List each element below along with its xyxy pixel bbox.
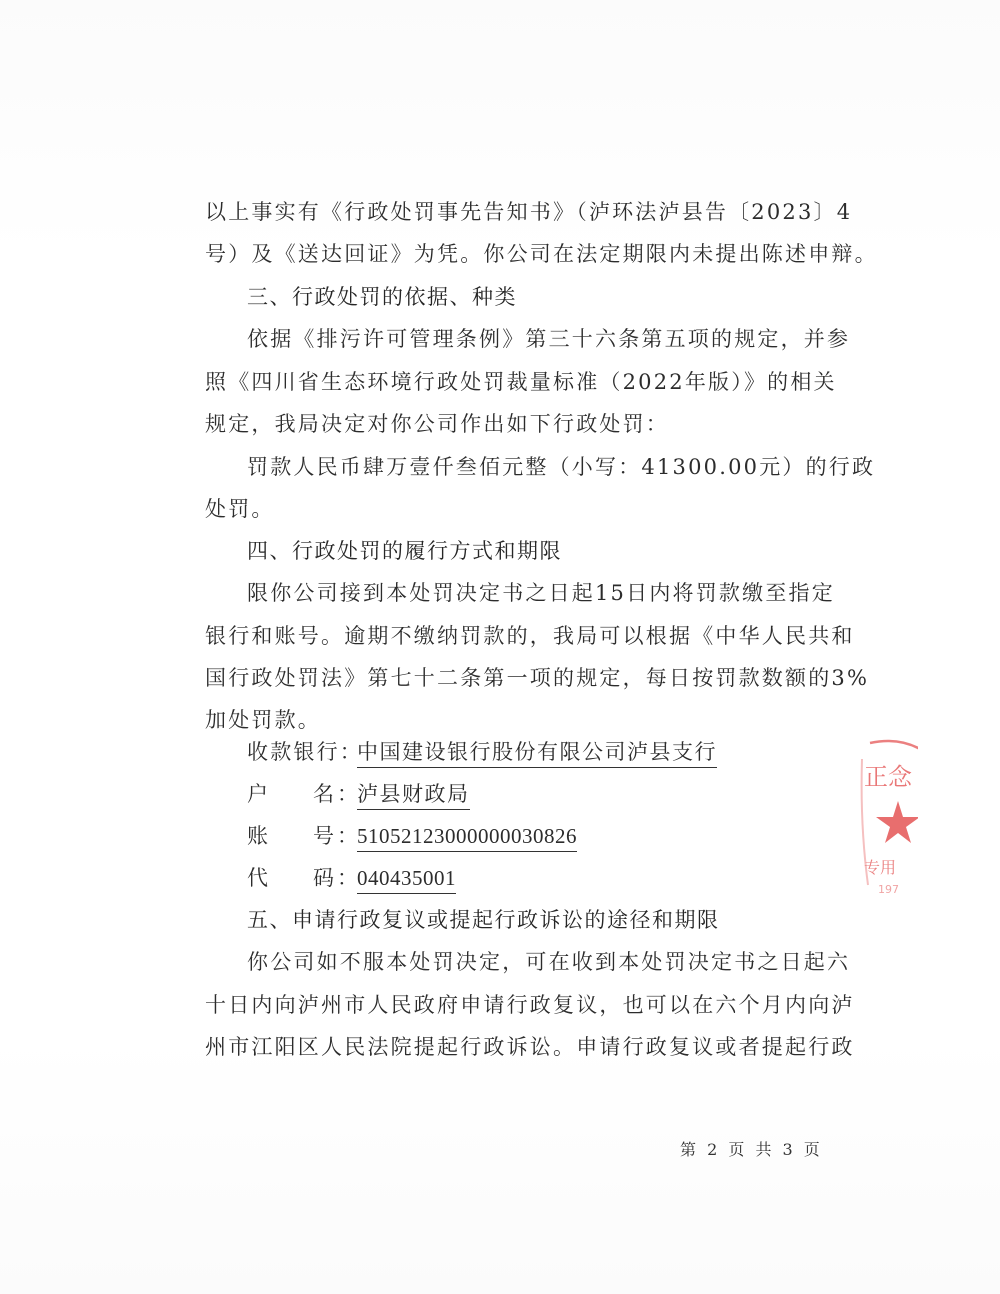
fact-paragraph-line-2: 号）及《送达回证》为凭。你公司在法定期限内未提出陈述申辩。: [205, 242, 878, 266]
payment-line-1: 限你公司接到本处罚决定书之日起15日内将罚款缴至指定: [247, 581, 835, 605]
bank-value: 中国建设银行股份有限公司泸县支行: [357, 737, 717, 768]
account-number-label-colon: ：: [337, 824, 358, 848]
official-seal-stamp: [858, 735, 918, 905]
account-name-value: 泸县财政局: [357, 779, 470, 810]
basis-line-3: 规定，我局决定对你公司作出如下行政处罚：: [205, 412, 669, 436]
account-name-label-char-2: 名: [313, 782, 334, 806]
seal-fragment-graphic: [858, 735, 918, 905]
account-number-value: 51052123000000030826: [357, 821, 577, 852]
payment-line-4: 加处罚款。: [205, 708, 321, 732]
account-number-label-char-1: 账: [247, 824, 268, 848]
bank-code-label-colon: ：: [337, 866, 358, 890]
payment-line-2: 银行和账号。逾期不缴纳罚款的，我局可以根据《中华人民共和: [205, 624, 855, 648]
section-3-heading: 三、行政处罚的依据、种类: [247, 285, 517, 309]
account-name-label-colon: ：: [337, 782, 358, 806]
appeal-line-3: 州市江阳区人民法院提起行政诉讼。申请行政复议或者提起行政: [205, 1035, 855, 1059]
account-name-label-char-1: 户: [247, 782, 268, 806]
fact-paragraph-line-1: 以上事实有《行政处罚事先告知书》（泸环法泸县告〔2023〕4: [205, 200, 853, 224]
bank-label: 收款银行：: [247, 740, 363, 764]
penalty-line-2: 处罚。: [205, 497, 275, 521]
seal-text-top: 正念: [864, 763, 912, 791]
basis-line-2: 照《四川省生态环境行政处罚裁量标准（2022年版）》的相关: [205, 370, 837, 394]
bank-code-label-char-1: 代: [247, 866, 268, 890]
appeal-line-1: 你公司如不服本处罚决定，可在收到本处罚决定书之日起六: [247, 950, 851, 974]
account-number-label-char-2: 号: [313, 824, 334, 848]
basis-line-1: 依据《排污许可管理条例》第三十六条第五项的规定，并参: [247, 327, 851, 351]
bank-code-value: 040435001: [357, 863, 456, 894]
seal-text-bottom: 专用: [864, 858, 897, 877]
payment-line-3: 国行政处罚法》第七十二条第一项的规定，每日按罚款数额的3%: [205, 666, 870, 690]
section-5-heading: 五、申请行政复议或提起行政诉讼的途径和期限: [247, 908, 720, 932]
section-4-heading: 四、行政处罚的履行方式和期限: [247, 539, 562, 563]
appeal-line-2: 十日内向泸州市人民政府申请行政复议，也可以在六个月内向泸: [205, 993, 855, 1017]
seal-digits: 197: [878, 883, 899, 896]
bank-code-label-char-2: 码: [313, 866, 334, 890]
penalty-line-1: 罚款人民币肆万壹仟叁佰元整（小写：41300.00元）的行政: [247, 455, 876, 479]
page-number: 第 2 页 共 3 页: [680, 1140, 823, 1159]
